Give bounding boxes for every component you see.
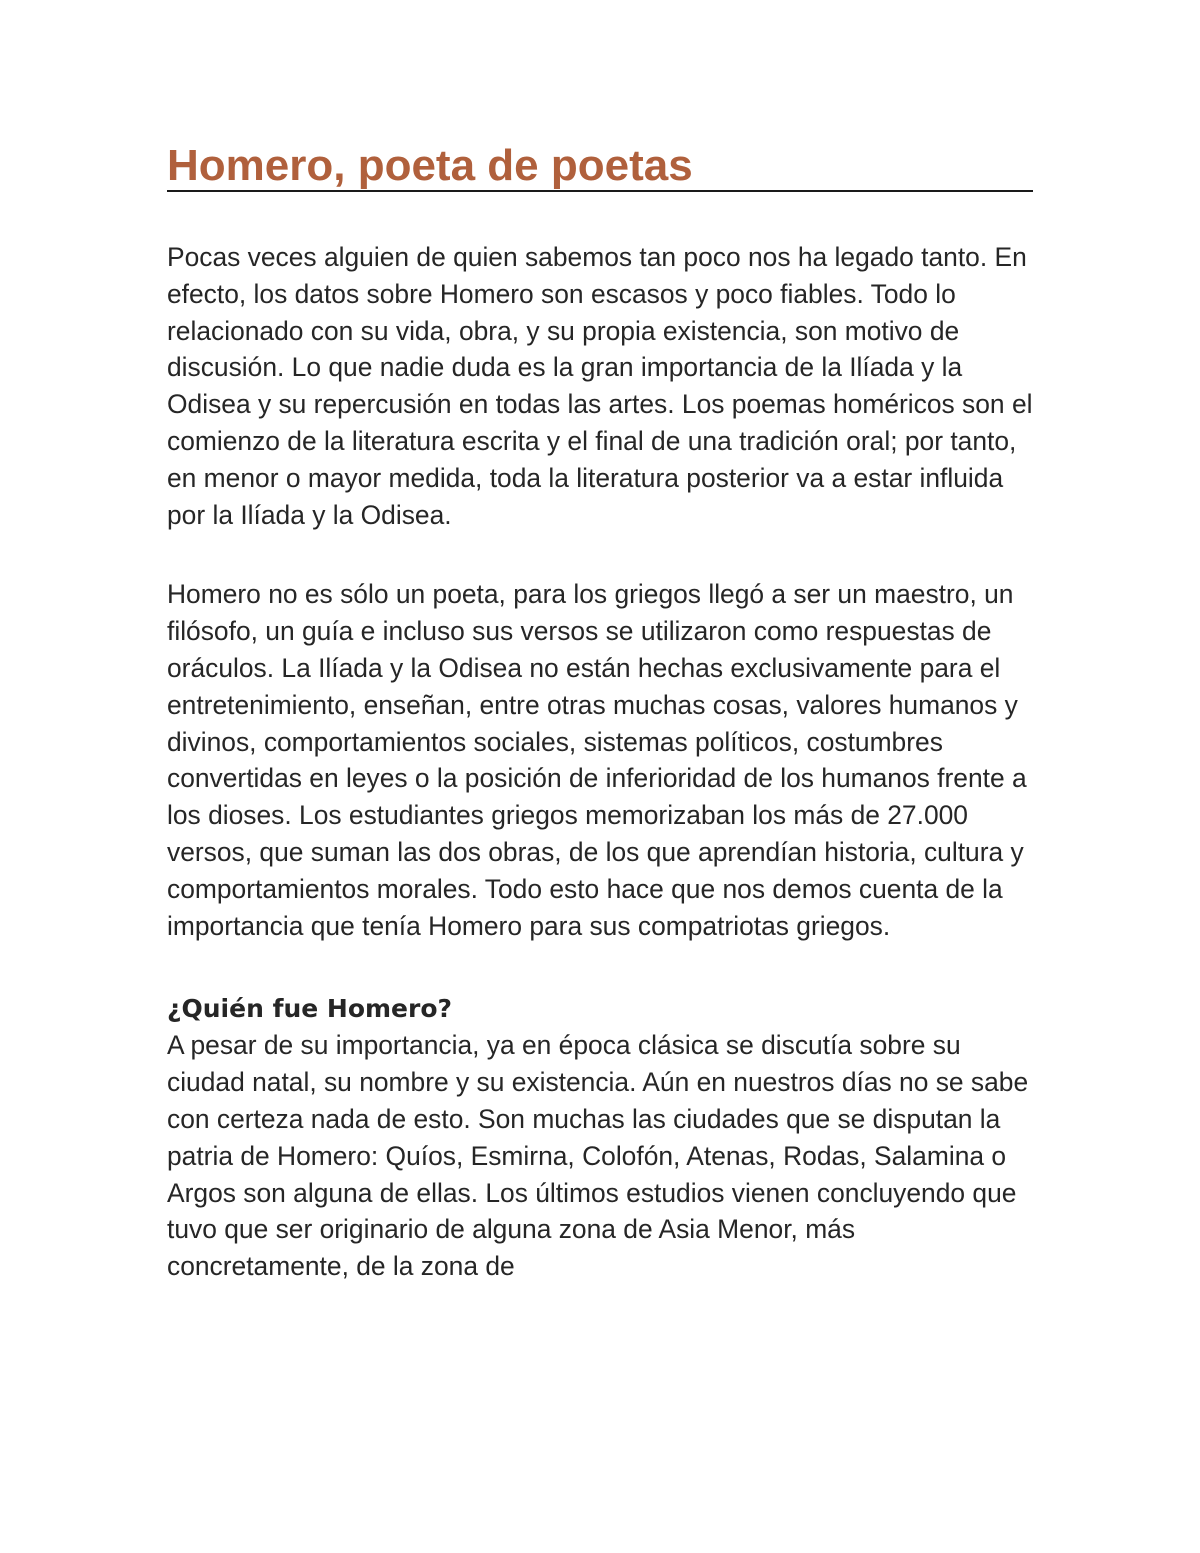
section-paragraph: A pesar de su importancia, ya en época clásica se discutía sobre su ciudad natal, su nombre y su existencia. Aún en nuestros días no se sabe con certeza nada de esto. Son muchas las ciudades que se disputan la patria de Homero: Quíos, Esmirna, Colofón, Atenas, Rodas, Salamina o Argos son alguna de ellas. Los últimos estudios vienen concluyendo que tuvo que ser originario de alguna zona de Asia Menor, más concretamente, de la zona de xyxy=(167,1030,1029,1282)
document-title: Homero, poeta de poetas xyxy=(167,138,1033,192)
second-paragraph: Homero no es sólo un poeta, para los griegos llegó a ser un maestro, un filósofo, un guía e incluso sus versos se utilizaron como respuestas de oráculos. La Ilíada y la Odisea no están hechas exclusivamente para el entretenimiento, enseñan, entre otras muchas cosas, valores humanos y divinos, comportamientos sociales, sistemas políticos, costumbres convertidas en leyes o la posición de inferioridad de los humanos frente a los dioses. Los estudiantes griegos memorizaban los más de 27.000 versos, que suman las dos obras, de los que aprendían historia, cultura y comportamientos morales. Todo esto hace que nos demos cuenta de la importancia que tenía Homero para sus compatriotas griegos. xyxy=(167,579,1027,941)
section-heading: ¿Quién fue Homero? xyxy=(167,994,453,1024)
intro-paragraph: Pocas veces alguien de quien sabemos tan poco nos ha legado tanto. En efecto, los datos sobre Homero son escasos y poco fiables. Todo lo relacionado con su vida, obra, y su propia existencia, son motivo de discusión. Lo que nadie duda es la gran importancia de la Ilíada y la Odisea y su repercusión en todas las artes. Los poemas homéricos son el comienzo de la literatura escrita y el final de una tradición oral; por tanto, en menor o mayor medida, toda la literatura posterior va a estar influida por la Ilíada y la Odisea. xyxy=(167,242,1033,530)
document-content xyxy=(167,138,1033,1285)
